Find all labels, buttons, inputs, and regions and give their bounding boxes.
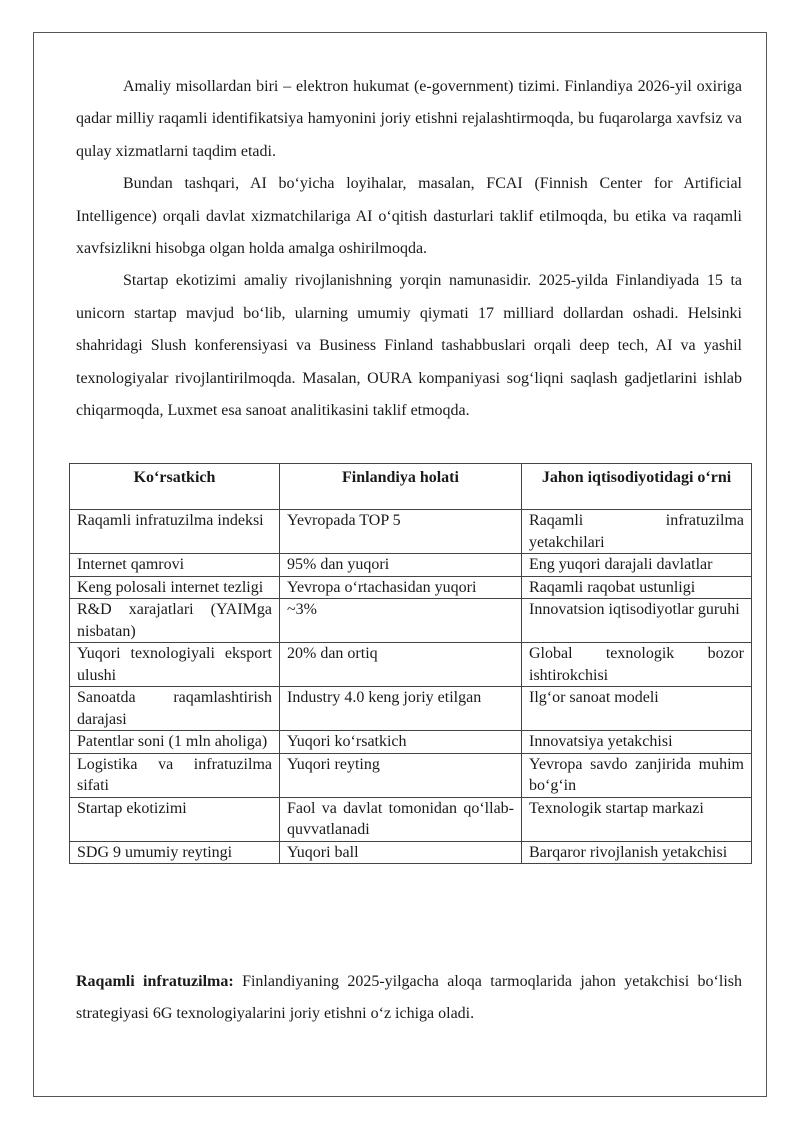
cell-finland: Yevropa o‘rtachasidan yuqori <box>280 576 522 599</box>
cell-finland: ~3% <box>280 599 522 643</box>
header-indicator: Ko‘rsatkich <box>70 464 280 510</box>
cell-world: Texnologik startap markazi <box>522 797 752 841</box>
paragraph-digital-infrastructure <box>76 966 742 1031</box>
table-row <box>70 731 752 754</box>
cell-indicator: Internet qamrovi <box>70 554 280 577</box>
cell-world: Yevropa savdo zanjirida muhim bo‘g‘in <box>522 753 752 797</box>
cell-world: Ilg‘or sanoat modeli <box>522 687 752 731</box>
body-text <box>76 71 742 427</box>
cell-world: Innovatsiya yetakchisi <box>522 731 752 754</box>
cell-indicator: Raqamli infratuzilma indeksi <box>70 510 280 554</box>
table-row <box>70 841 752 864</box>
table-header-row <box>70 464 752 510</box>
cell-indicator: Keng polosali internet tezligi <box>70 576 280 599</box>
closing-lead: Raqamli infratuzilma: <box>76 973 234 990</box>
cell-finland: Yuqori reyting <box>280 753 522 797</box>
header-world-role: Jahon iqtisodiyotidagi o‘rni <box>522 464 752 510</box>
header-finland-status: Finlandiya holati <box>280 464 522 510</box>
cell-indicator: R&D xarajatlari (YAIMga nisbatan) <box>70 599 280 643</box>
cell-indicator: Sanoatda raqamlashtirish darajasi <box>70 687 280 731</box>
paragraph-startups: Startap ekotizimi amaliy rivojlanishning yorqin namunasidir. 2025-yilda Finlandiyada 15 ta unicorn startap mavjud bo‘lib, ularning umumiy qiymati 17 milliard dollardan oshadi. Helsinki shahridagi Slush konferensiyasi va Business Finland tashabbuslari orqali deep tech, AI va yashil texnologiyalar rivojlantirilmoqda. Masalan, OURA kompaniyasi sog‘liqni saqlash gadjetlarini ishlab chiqarmoqda, Luxmet esa sanoat analitikasini taklif etmoqda. <box>76 272 742 420</box>
table-row <box>70 753 752 797</box>
cell-world: Global texnologik bozor ishtirokchisi <box>522 643 752 687</box>
table-row <box>70 554 752 577</box>
paragraph-egovernment: Amaliy misollardan biri – elektron hukumat (e-government) tizimi. Finlandiya 2026-yil oxiriga qadar milliy raqamli identifikatsiya hamyonini joriy etishni rejalashtirmoqda, bu fuqarolarga xavfsiz va qulay xizmatlarni taqdim etadi. <box>76 78 742 160</box>
indicators-table <box>69 463 752 864</box>
cell-world: Innovatsion iqtisodiyotlar guruhi <box>522 599 752 643</box>
cell-world: Eng yuqori darajali davlatlar <box>522 554 752 577</box>
table-row <box>70 510 752 554</box>
paragraph-ai-projects: Bundan tashqari, AI bo‘yicha loyihalar, masalan, FCAI (Finnish Center for Artificial Intelligence) orqali davlat xizmatchilariga AI o‘qitish dasturlari taklif etilmoqda, bu etika va raqamli xavfsizlikni hisobga olgan holda amalga oshirilmoqda. <box>76 175 742 258</box>
closing-text: Finlandiyaning 2025-yilgacha aloqa tarmoqlarida jahon yetakchisi bo‘lish strategiyasi 6G texnologiyalarini joriy etishni o‘z ichiga oladi. <box>76 973 742 1023</box>
cell-indicator: Startap ekotizimi <box>70 797 280 841</box>
cell-indicator: SDG 9 umumiy reytingi <box>70 841 280 864</box>
table-row <box>70 687 752 731</box>
cell-world: Raqamli infratuzilma yetakchilari <box>522 510 752 554</box>
cell-finland: 20% dan ortiq <box>280 643 522 687</box>
cell-finland: Industry 4.0 keng joriy etilgan <box>280 687 522 731</box>
table-row <box>70 576 752 599</box>
table-row <box>70 797 752 841</box>
cell-world: Raqamli raqobat ustunligi <box>522 576 752 599</box>
cell-indicator: Logistika va infratuzilma sifati <box>70 753 280 797</box>
cell-finland: Yuqori ball <box>280 841 522 864</box>
table-row <box>70 599 752 643</box>
cell-finland: Yuqori ko‘rsatkich <box>280 731 522 754</box>
closing-section <box>76 966 742 1031</box>
cell-finland: Yevropada TOP 5 <box>280 510 522 554</box>
cell-world: Barqaror rivojlanish yetakchisi <box>522 841 752 864</box>
cell-indicator: Yuqori texnologiyali eksport ulushi <box>70 643 280 687</box>
cell-finland: Faol va davlat tomonidan qo‘llab-quvvatlanadi <box>280 797 522 841</box>
cell-indicator: Patentlar soni (1 mln aholiga) <box>70 731 280 754</box>
table-row <box>70 643 752 687</box>
cell-finland: 95% dan yuqori <box>280 554 522 577</box>
